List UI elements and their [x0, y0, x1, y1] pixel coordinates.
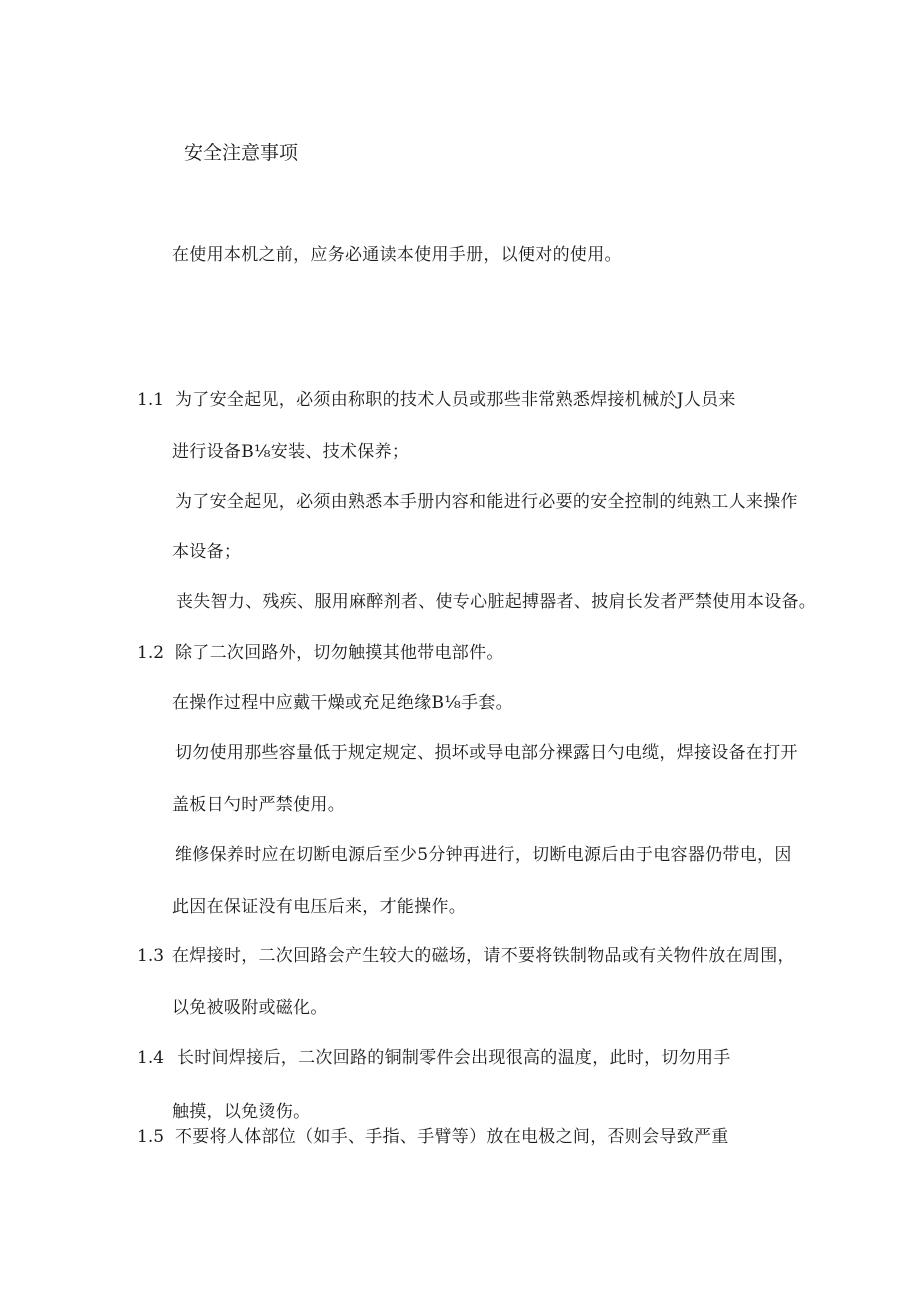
section-number: 1.3	[137, 946, 165, 966]
section-number: 1.1	[137, 390, 165, 410]
intro-text: 在使用本机之前，应务必通读本使用手册，以便对的使用。	[172, 245, 622, 265]
section-line: 以免被吸附或磁化。	[172, 998, 328, 1018]
section-line: 维修保养时应在切断电源后至少5分钟再进行，切断电源后由于电容器仍带电，因	[175, 845, 792, 865]
section-line: 此因在保证没有电压后来，才能操作。	[172, 897, 467, 917]
section-number: 1.2	[137, 643, 165, 663]
section-line: 丧失智力、残疾、服用麻醉剂者、使专心脏起搏器者、披肩长发者严禁使用本设备。	[176, 592, 817, 612]
section-line: 不要将人体部位（如手、手指、手臂等）放在电极之间，否则会导致严重	[175, 1127, 729, 1147]
section-line: 在操作过程中应戴干燥或充足绝缘B⅛手套。	[172, 693, 513, 713]
page-title: 安全注意事项	[184, 142, 299, 164]
section-line: 在焊接时，二次回路会产生较大的磁场，请不要将铁制物品或有关物件放在周围，	[172, 946, 795, 966]
section-line: 触摸，以免烫伤。	[172, 1102, 311, 1122]
section-line: 长时间焊接后，二次回路的铜制零件会出现很高的温度，此时，切勿用手	[177, 1048, 731, 1068]
section-line: 盖板日勺时严禁使用。	[172, 795, 345, 815]
section-line: 切勿使用那些容量低于规定规定、损坏或导电部分裸露日勺电缆，焊接设备在打开	[175, 743, 798, 763]
section-line: 除了二次回路外，切勿触摸其他带电部件。	[175, 643, 504, 663]
section-number: 1.5	[137, 1127, 165, 1147]
section-line: 为了安全起见，必须由称职的技术人员或那些非常熟悉焊接机械於J人员来	[175, 390, 736, 410]
section-line: 本设备；	[172, 542, 242, 562]
section-line: 进行设备B⅛安装、技术保养；	[172, 442, 410, 462]
section-line: 为了安全起见，必须由熟悉本手册内容和能进行必要的安全控制的纯熟工人来操作	[175, 492, 798, 512]
section-number: 1.4	[137, 1048, 165, 1068]
